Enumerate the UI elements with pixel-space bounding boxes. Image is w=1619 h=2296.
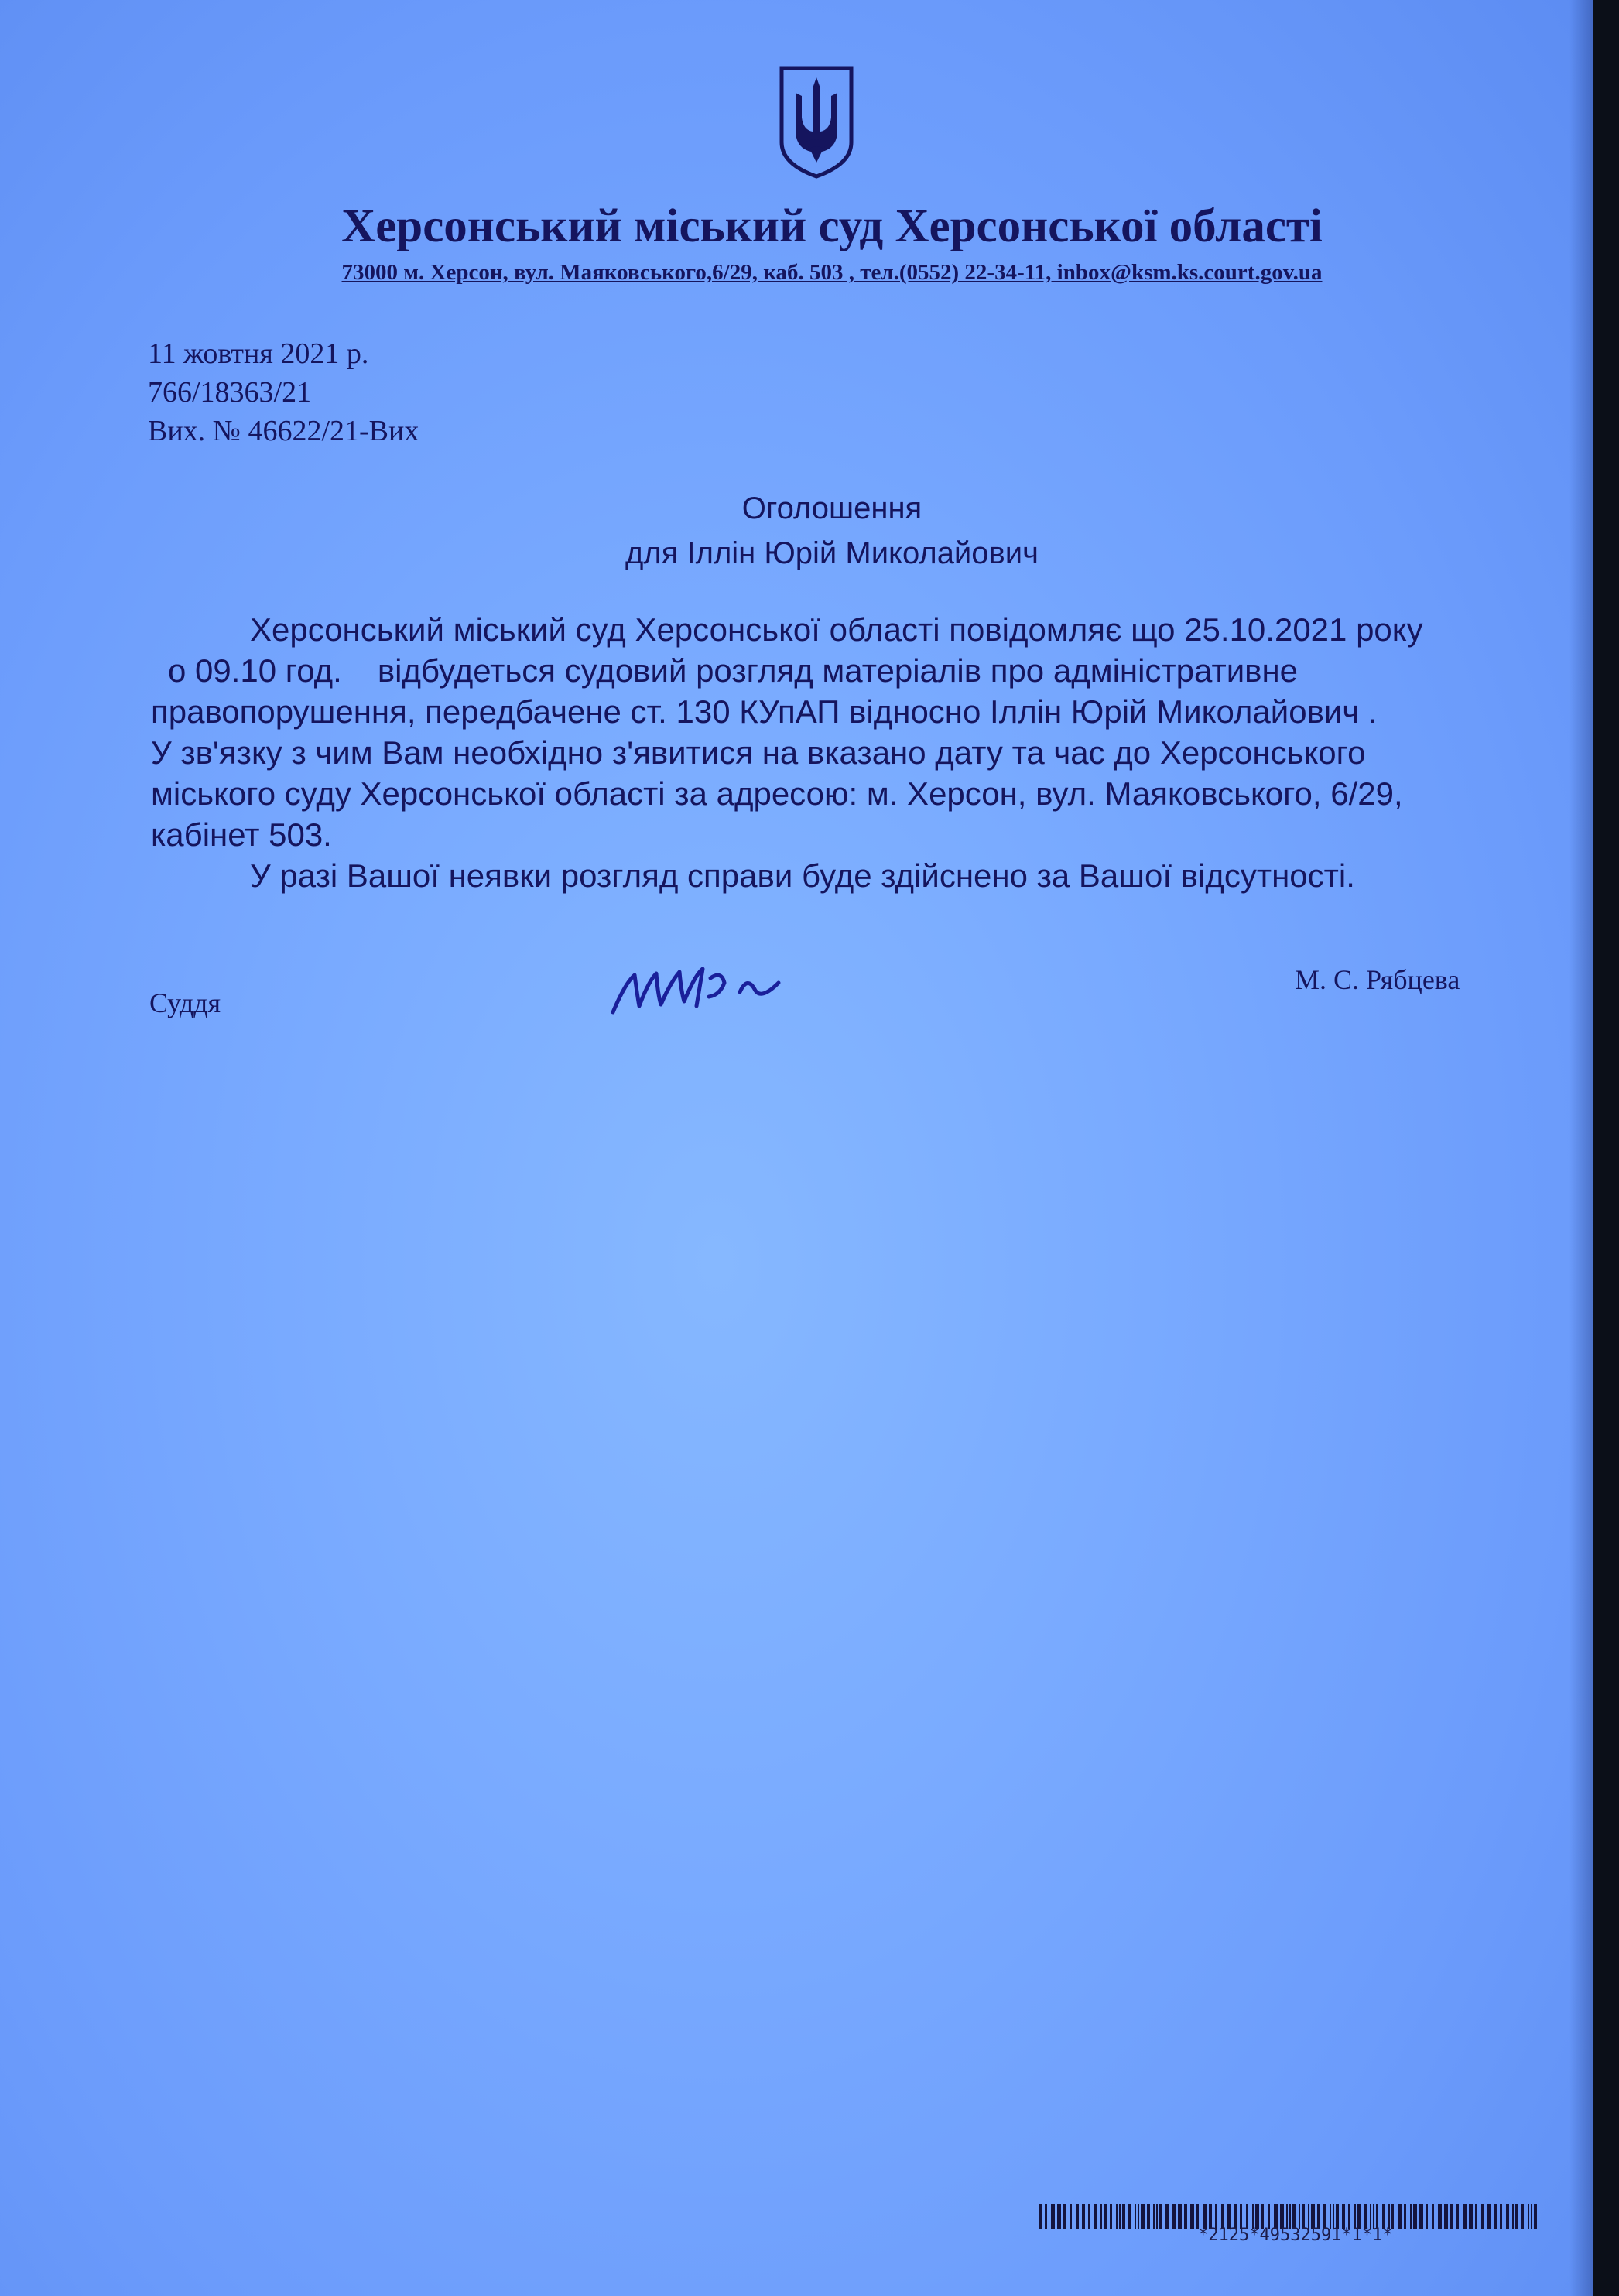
document-date: 11 жовтня 2021 р. — [148, 337, 369, 370]
barcode-bar — [1500, 2204, 1502, 2229]
barcode-bar — [1469, 2204, 1473, 2229]
notice-title: Оголошення — [741, 491, 922, 525]
barcode-bar — [1404, 2204, 1406, 2229]
signer-name: М. С. Рябцева — [1295, 964, 1460, 995]
barcode-bar — [1147, 2204, 1150, 2229]
barcode-bar — [1475, 2204, 1477, 2229]
barcode-bar — [1076, 2204, 1079, 2229]
barcode-bar — [1104, 2204, 1107, 2229]
body-line: о 09.10 год. відбудеться судовий розгляд матеріалів про адміністративне — [168, 652, 1299, 689]
barcode-bar — [1494, 2204, 1497, 2229]
barcode-bar — [1413, 2204, 1417, 2229]
barcode-bar — [1153, 2204, 1155, 2229]
notice-heading — [0, 486, 1593, 576]
barcode-bar — [1138, 2204, 1139, 2229]
barcode-bar — [1110, 2204, 1112, 2229]
body-line: міського суду Херсонської області за адресою: м. Херсон, вул. Маяковського, 6/29, — [151, 775, 1403, 812]
barcode-bar — [1432, 2204, 1434, 2229]
barcode-bar — [1156, 2204, 1158, 2229]
barcode-bar — [1128, 2204, 1131, 2229]
barcode-bar — [1141, 2204, 1145, 2229]
body-line: кабінет 503. — [151, 816, 332, 853]
document-meta — [148, 334, 419, 450]
barcode — [1037, 2204, 1548, 2245]
barcode-bar — [1184, 2204, 1187, 2229]
barcode-bar — [1512, 2204, 1514, 2229]
barcode-bar — [1165, 2204, 1169, 2229]
barcode-bar — [1426, 2204, 1428, 2229]
barcode-bar — [1116, 2204, 1118, 2229]
barcode-bar — [1456, 2204, 1459, 2229]
barcode-bar — [1119, 2204, 1121, 2229]
notice-recipient: для Іллін Юрій Миколайович — [625, 536, 1039, 570]
barcode-bar — [1070, 2204, 1072, 2229]
case-number: 766/18363/21 — [148, 376, 312, 409]
barcode-bar — [1039, 2204, 1042, 2229]
barcode-bar — [1094, 2204, 1097, 2229]
notice-body — [151, 609, 1521, 896]
barcode-bar — [1045, 2204, 1047, 2229]
signature-icon — [604, 952, 789, 1021]
barcode-bar — [1515, 2204, 1518, 2229]
barcode-bar — [1534, 2204, 1537, 2229]
coat-of-arms-of-ukraine-icon — [775, 62, 857, 180]
barcode-bar — [1419, 2204, 1423, 2229]
barcode-bar — [1531, 2204, 1532, 2229]
barcode-bar — [1410, 2204, 1412, 2229]
barcode-bar — [1521, 2204, 1524, 2229]
court-name: Херсонський міський суд Херсонської області — [341, 200, 1323, 252]
outgoing-number: Вих. № 46622/21-Вих — [148, 415, 419, 447]
body-line: Херсонський міський суд Херсонської області повідомляє що 25.10.2021 року — [250, 611, 1423, 648]
barcode-bar — [1057, 2204, 1061, 2229]
barcode-bar — [1063, 2204, 1066, 2229]
barcode-bar — [1487, 2204, 1491, 2229]
barcode-bar — [1463, 2204, 1467, 2229]
barcode-bar — [1051, 2204, 1055, 2229]
barcode-bar — [1450, 2204, 1453, 2229]
barcode-bar — [1190, 2204, 1194, 2229]
barcode-bar — [1135, 2204, 1136, 2229]
body-line: У зв'язку з чим Вам необхідно з'явитися на вказано дату та час до Херсонського — [151, 734, 1366, 771]
signer-role: Суддя — [149, 987, 221, 1018]
barcode-bar — [1398, 2204, 1402, 2229]
barcode-bar — [1506, 2204, 1509, 2229]
barcode-code: *2125*49532591*1*1* — [1198, 2226, 1393, 2245]
barcode-bar — [1444, 2204, 1448, 2229]
barcode-bar — [1088, 2204, 1090, 2229]
barcode-bar — [1178, 2204, 1182, 2229]
barcode-bar — [1159, 2204, 1162, 2229]
barcode-bar — [1528, 2204, 1529, 2229]
barcode-bar — [1082, 2204, 1085, 2229]
barcode-bar — [1172, 2204, 1176, 2229]
barcode-bar — [1100, 2204, 1102, 2229]
body-line: правопорушення, передбачене ст. 130 КУпАП відносно Іллін Юрій Миколайович . — [151, 693, 1378, 730]
court-address: 73000 м. Херсон, вул. Маяковського,6/29, каб. 503 , тел.(0552) 22-34-11, inbox@ksm.ks.court.gov.ua — [341, 260, 1323, 285]
body-line: У разі Вашої неявки розгляд справи буде здійснено за Вашої відсутності. — [250, 857, 1355, 894]
barcode-bar — [1438, 2204, 1442, 2229]
barcode-bar — [1481, 2204, 1484, 2229]
barcode-bar — [1122, 2204, 1125, 2229]
